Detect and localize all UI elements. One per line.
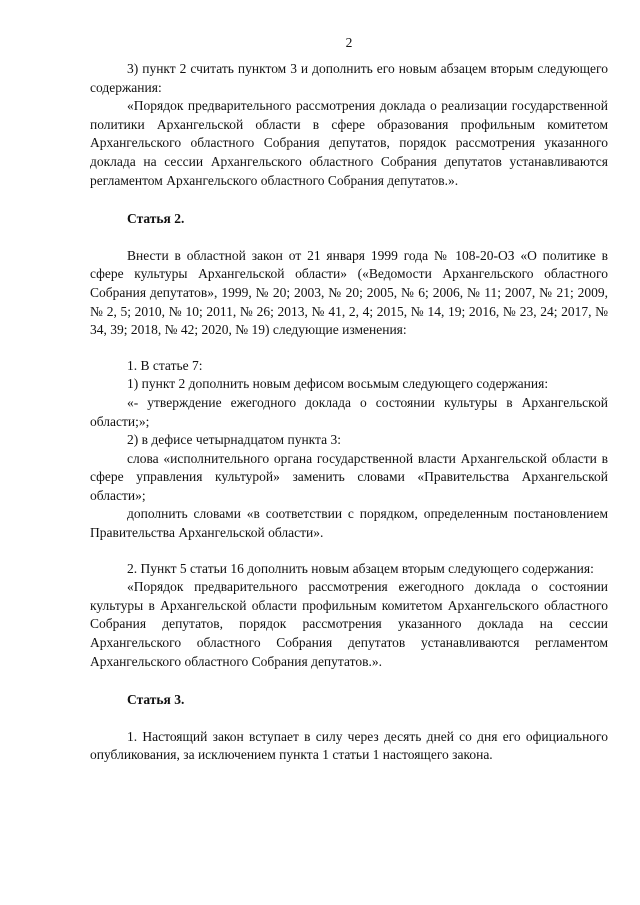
paragraph-quote-annual-report: «- утверждение ежегодного доклада о состоянии культуры в Архангельской области;»; bbox=[90, 394, 608, 429]
spacer bbox=[90, 710, 608, 728]
paragraph-article-7: 1. В статье 7: bbox=[127, 357, 203, 373]
spacer bbox=[90, 671, 608, 691]
paragraph-replace-words: слова «исполнительного органа государственной власти Архангельской области в сфере управления культурой» заменить словами «Правительства Архангельской области»; bbox=[90, 450, 608, 503]
paragraph-article-16: 2. Пункт 5 статьи 16 дополнить новым абзацем вторым следующего содержания: bbox=[127, 560, 594, 576]
paragraph-quote-culture-report: «Порядок предварительного рассмотрения ежегодного доклада о состоянии культуры в Архангельской области профильным комитетом Архангельского областного Собрания депутатов, порядок рассмотрения указанного доклада на сессии Архангельского областного Собрания депутатов устанавливаются регламентом Архангельского областного Собрания депутатов.». bbox=[90, 579, 608, 669]
paragraph-add-words: дополнить словами «в соответствии с порядком, определенным постановлением Правительства Архангельской области». bbox=[90, 506, 608, 541]
spacer bbox=[90, 190, 608, 210]
paragraph-item-3: 3) пункт 2 считать пунктом 3 и дополнить его новым абзацем вторым следующего содержания: bbox=[90, 61, 608, 95]
article-heading-2: Статья 2. bbox=[127, 211, 185, 227]
article-heading-3: Статья 3. bbox=[127, 692, 185, 708]
paragraph-quote-education-report: «Порядок предварительного рассмотрения доклада о реализации государственной политики Архангельской области в сфере образования профильным комитетом Архангельского областного Собрания депутатов, порядок рассмотрения указанного доклада на сессии Архангельского областного Собрания депутатов устанавливаются регламентом Архангельского областного Собрания депутатов.». bbox=[90, 98, 608, 188]
spacer bbox=[90, 543, 608, 560]
paragraph-subitem-2: 2) в дефисе четырнадцатом пункта 3: bbox=[127, 432, 341, 448]
document-page bbox=[90, 34, 608, 765]
spacer bbox=[90, 340, 608, 357]
page-number: 2 bbox=[345, 35, 353, 50]
paragraph-subitem-1: 1) пункт 2 дополнить новым дефисом восьмым следующего содержания: bbox=[127, 376, 549, 392]
paragraph-entry-into-force: 1. Настоящий закон вступает в силу через десять дней со дня его официального опубликования, за исключением пункта 1 статьи 1 настоящего закона. bbox=[90, 728, 608, 763]
spacer bbox=[90, 229, 608, 247]
paragraph-amend-culture-law: Внести в областной закон от 21 января 1999 года № 108-20-ОЗ «О политике в сфере культуры Архангельской области» («Ведомости Архангельского областного Собрания депутатов», 1999, № 20; 2003, № 20; 2005, № 6; 2006, № 11; 2007, № 21; 2009, № 2, 5; 2010, № 10; 2011, № 26; 2013, № 41, 2, 4; 2015, № 14, 19; 2016, № 23, 24; 2017, № 34, 39; 2018, № 42; 2020, № 19) следующие изменения: bbox=[90, 247, 608, 338]
